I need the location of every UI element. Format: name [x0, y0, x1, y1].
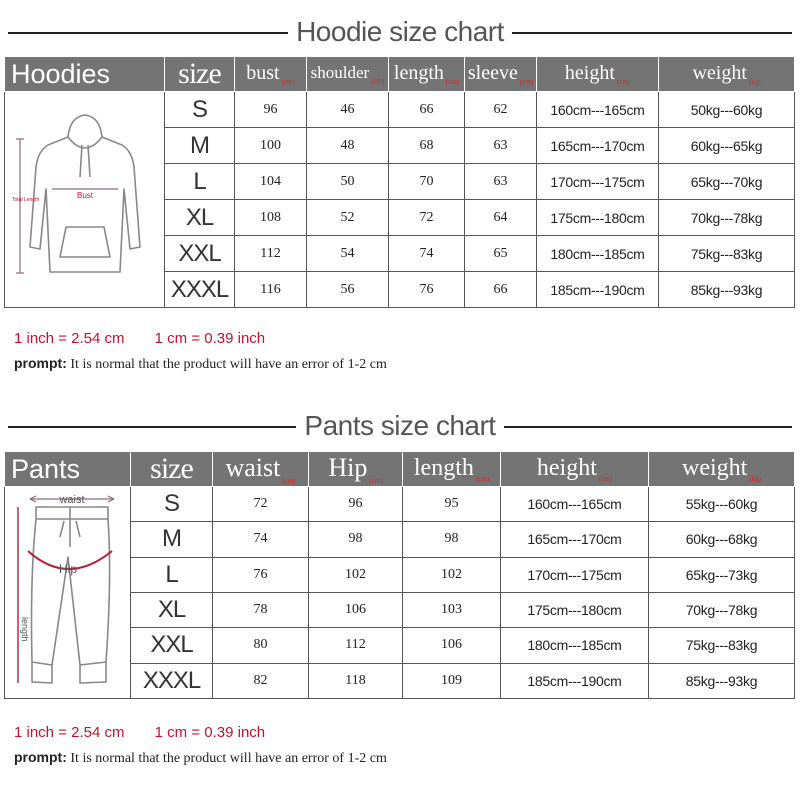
hoodie-cell-weight: 65kg---70kg: [659, 164, 795, 200]
hoodie-header-bust: bust $_{(cm)}$: [235, 57, 307, 92]
pants-prompt-text: It is normal that the product will have an error of 1-2 cm: [70, 751, 387, 766]
pants-cell-size: M: [131, 522, 213, 557]
hoodie-cell-length: 68: [389, 128, 465, 164]
hoodie-cell-sleeve: 63: [465, 164, 537, 200]
pants-cell-weight: 60kg---68kg: [649, 522, 795, 557]
pants-cell-weight: 55kg---60kg: [649, 487, 795, 522]
hoodie-cell-weight: 60kg---65kg: [659, 128, 795, 164]
hoodie-size-table: [4, 56, 795, 308]
pants-notes: [14, 724, 387, 767]
hoodie-header-size: size: [165, 57, 235, 92]
pants-header-hip: Hip $_{(cm)}$: [309, 452, 403, 487]
table-row: [5, 487, 795, 522]
hoodie-cell-size: XXL: [165, 236, 235, 272]
hoodie-cell-sleeve: 65: [465, 236, 537, 272]
pants-prompt-label: prompt:: [14, 749, 67, 765]
hoodie-conversion-cm: 1 cm = 0.39 inch: [154, 330, 266, 347]
hoodie-cell-length: 70: [389, 164, 465, 200]
hoodie-cell-length: 66: [389, 92, 465, 128]
pants-cell-hip: 112: [309, 628, 403, 663]
pants-cell-height: 185cm---190cm: [501, 663, 649, 698]
pants-cell-size: XXL: [131, 628, 213, 663]
hoodie-cell-length: 74: [389, 236, 465, 272]
hoodie-title-bar: [0, 12, 800, 52]
pants-cell-length: 98: [403, 522, 501, 557]
pants-cell-waist: 74: [213, 522, 309, 557]
hoodie-conversion-inch: 1 inch = 2.54 cm: [14, 330, 125, 347]
hoodie-cell-bust: 112: [235, 236, 307, 272]
hoodie-cell-shoulder: 48: [307, 128, 389, 164]
pants-cell-hip: 96: [309, 487, 403, 522]
pants-cell-hip: 118: [309, 663, 403, 698]
pants-waist-label: waist: [58, 494, 85, 506]
hoodie-prompt-text: It is normal that the product will have an error of 1-2 cm: [70, 357, 387, 372]
hoodie-cell-weight: 75kg---83kg: [659, 236, 795, 272]
hoodie-header-length: length $_{(cm)}$: [389, 57, 465, 92]
pants-length-label: length: [19, 617, 30, 642]
hoodie-header-shoulder: shoulder $_{(cm)}$: [307, 57, 389, 92]
hoodie-cell-length: 76: [389, 272, 465, 308]
hoodie-cell-height: 180cm---185cm: [537, 236, 659, 272]
pants-title-bar: [0, 406, 800, 446]
hoodie-prompt-label: prompt:: [14, 355, 67, 371]
pants-cell-hip: 106: [309, 592, 403, 627]
pants-cell-size: L: [131, 557, 213, 592]
pants-cell-size: XXXL: [131, 663, 213, 698]
hoodie-cell-bust: 100: [235, 128, 307, 164]
hoodie-cell-bust: 108: [235, 200, 307, 236]
hoodie-cell-bust: 104: [235, 164, 307, 200]
hoodie-cell-bust: 96: [235, 92, 307, 128]
hoodie-header-name: Hoodies: [5, 57, 165, 92]
hoodie-cell-size: L: [165, 164, 235, 200]
hoodie-bust-label: Bust: [76, 191, 93, 200]
hoodie-header-weight: weight $_{(kg)}$: [659, 57, 795, 92]
pants-diagram-icon: [8, 487, 128, 693]
hoodie-cell-sleeve: 64: [465, 200, 537, 236]
hoodie-cell-shoulder: 52: [307, 200, 389, 236]
pants-hip-label: Hip: [58, 562, 77, 576]
pants-header-length: length $_{(cm)}$: [403, 452, 501, 487]
pants-cell-height: 170cm---175cm: [501, 557, 649, 592]
pants-conversion-cm: 1 cm = 0.39 inch: [154, 724, 266, 741]
pants-header-size: size: [131, 452, 213, 487]
pants-header-name: Pants: [5, 452, 131, 487]
pants-header-row: [5, 452, 795, 487]
pants-header-height: height $_{(cm)}$: [501, 452, 649, 487]
pants-cell-height: 180cm---185cm: [501, 628, 649, 663]
hoodie-notes: [14, 330, 387, 373]
hoodie-title: Hoodie size chart: [288, 16, 512, 47]
hoodie-cell-weight: 85kg---93kg: [659, 272, 795, 308]
pants-cell-size: XL: [131, 592, 213, 627]
hoodie-cell-size: M: [165, 128, 235, 164]
pants-cell-hip: 102: [309, 557, 403, 592]
hoodie-cell-height: 165cm---170cm: [537, 128, 659, 164]
pants-size-table: [4, 451, 795, 699]
hoodie-cell-height: 160cm---165cm: [537, 92, 659, 128]
pants-cell-weight: 85kg---93kg: [649, 663, 795, 698]
hoodie-cell-shoulder: 56: [307, 272, 389, 308]
pants-cell-height: 160cm---165cm: [501, 487, 649, 522]
hoodie-cell-weight: 50kg---60kg: [659, 92, 795, 128]
pants-cell-weight: 75kg---83kg: [649, 628, 795, 663]
pants-header-weight: weight $_{(kg)}$: [649, 452, 795, 487]
pants-cell-length: 103: [403, 592, 501, 627]
pants-cell-weight: 65kg---73kg: [649, 557, 795, 592]
pants-conversion-inch: 1 inch = 2.54 cm: [14, 724, 125, 741]
pants-cell-length: 102: [403, 557, 501, 592]
pants-cell-waist: 76: [213, 557, 309, 592]
hoodie-cell-height: 185cm---190cm: [537, 272, 659, 308]
hoodie-cell-sleeve: 62: [465, 92, 537, 128]
pants-cell-weight: 70kg---78kg: [649, 592, 795, 627]
pants-cell-waist: 78: [213, 592, 309, 627]
hoodie-cell-height: 175cm---180cm: [537, 200, 659, 236]
pants-cell-waist: 72: [213, 487, 309, 522]
pants-cell-length: 95: [403, 487, 501, 522]
hoodie-header-sleeve: sleeve $_{(cm)}$: [465, 57, 537, 92]
pants-cell-length: 109: [403, 663, 501, 698]
hoodie-total-length-label: Total Length: [11, 197, 39, 203]
hoodie-cell-sleeve: 66: [465, 272, 537, 308]
hoodie-cell-shoulder: 50: [307, 164, 389, 200]
hoodie-cell-size: XL: [165, 200, 235, 236]
hoodie-illustration: [5, 92, 165, 308]
pants-cell-waist: 80: [213, 628, 309, 663]
hoodie-diagram-icon: [10, 97, 160, 297]
pants-cell-height: 175cm---180cm: [501, 592, 649, 627]
hoodie-header-row: [5, 57, 795, 92]
hoodie-cell-size: S: [165, 92, 235, 128]
hoodie-cell-height: 170cm---175cm: [537, 164, 659, 200]
hoodie-cell-length: 72: [389, 200, 465, 236]
hoodie-cell-sleeve: 63: [465, 128, 537, 164]
pants-cell-size: S: [131, 487, 213, 522]
pants-header-waist: waist $_{(cm)}$: [213, 452, 309, 487]
hoodie-header-height: height $_{(cm)}$: [537, 57, 659, 92]
hoodie-cell-weight: 70kg---78kg: [659, 200, 795, 236]
table-row: [5, 92, 795, 128]
pants-cell-waist: 82: [213, 663, 309, 698]
pants-illustration: [5, 487, 131, 699]
hoodie-cell-bust: 116: [235, 272, 307, 308]
pants-cell-length: 106: [403, 628, 501, 663]
hoodie-cell-shoulder: 46: [307, 92, 389, 128]
pants-title: Pants size chart: [296, 410, 503, 441]
hoodie-cell-shoulder: 54: [307, 236, 389, 272]
pants-cell-height: 165cm---170cm: [501, 522, 649, 557]
hoodie-cell-size: XXXL: [165, 272, 235, 308]
pants-cell-hip: 98: [309, 522, 403, 557]
